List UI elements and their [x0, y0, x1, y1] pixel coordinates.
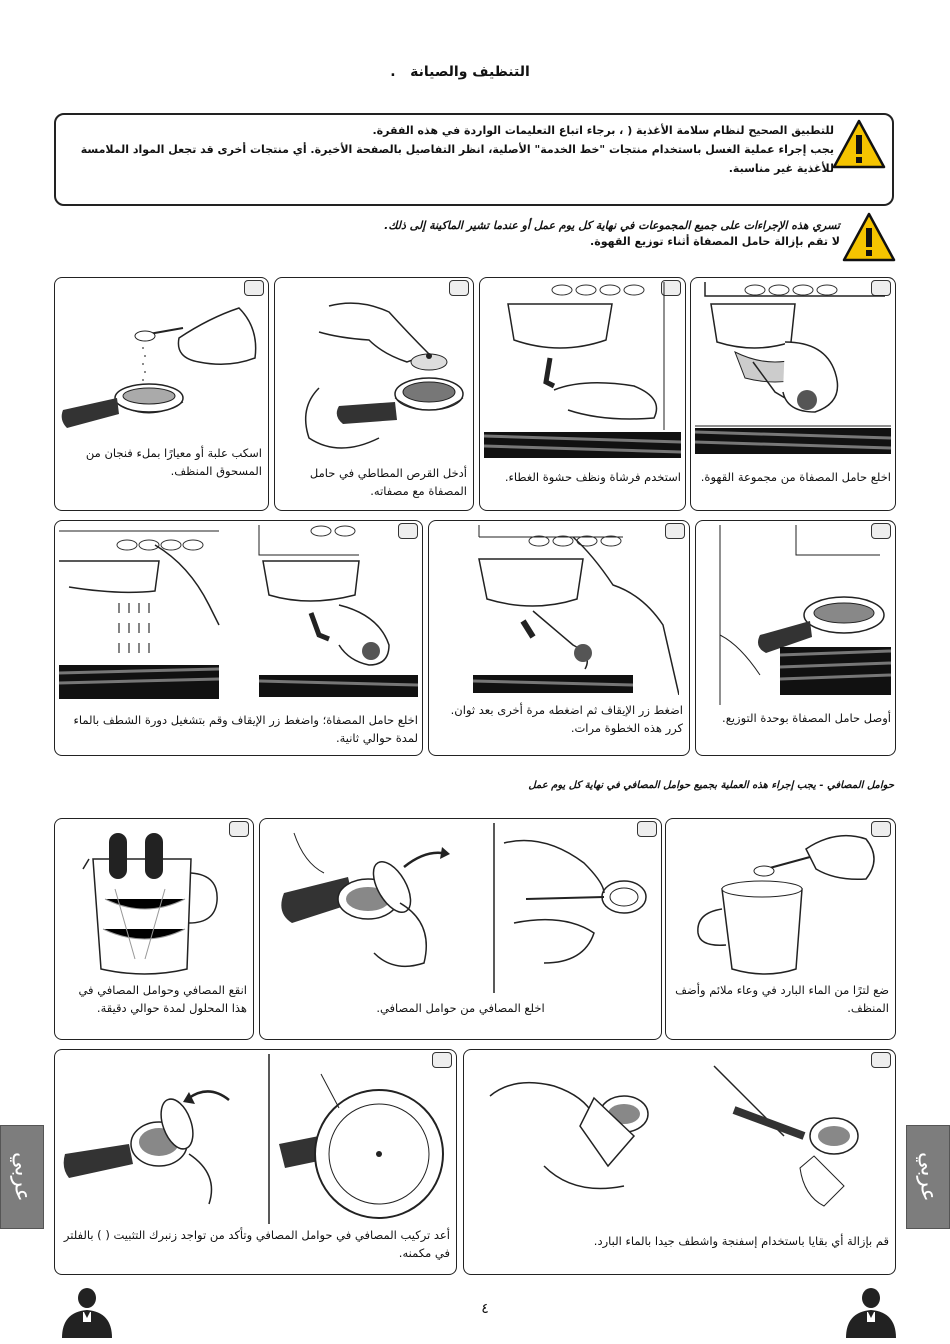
step-caption: قم بإزالة أي بقايا باستخدام إسفنجة واشطف جيدا بالماء البارد.	[593, 1234, 889, 1248]
sponge-rinse-illustration	[484, 1056, 884, 1226]
step-caption: انقع المصافي وحوامل المصافي في هذا المحلول لمدة حوالي دقيقة.	[78, 983, 247, 1015]
page-title	[380, 64, 540, 80]
insert-rubber-disc-illustration	[279, 298, 469, 464]
warning-icon	[832, 119, 886, 169]
prepare-solution-illustration	[686, 829, 886, 979]
step-panel	[690, 277, 896, 511]
remove-filter-holder-illustration	[695, 282, 891, 468]
step-panel	[54, 1049, 457, 1275]
side-tab-text: عربي	[915, 1152, 941, 1202]
step-caption: ضع لترًا من الماء البارد في وعاء ملائم وأضف المنظف.	[675, 983, 889, 1015]
rinse-cycle-illustration	[59, 525, 418, 705]
page-number: ٤	[481, 1301, 489, 1317]
soak-filters-illustration	[75, 829, 225, 979]
step-caption: أوصل حامل المصفاة بوحدة التوزيع.	[722, 711, 891, 725]
step-caption: اضغط زر الإيقاف ثم اضغطه مرة أخرى بعد ثوان. كرر هذه الخطوة مرات.	[450, 703, 683, 735]
step-checkbox	[244, 280, 264, 296]
step-checkbox	[449, 280, 469, 296]
warning-icon	[842, 212, 896, 262]
barista-icon	[58, 1288, 116, 1338]
warning-text	[200, 218, 840, 250]
notice-line-1: للتطبيق الصحيح لنظام سلامة الأغذية ( ، برجاء اتباع التعليمات الواردة في هذه الفقرة.	[372, 124, 834, 137]
step-panel	[274, 277, 474, 511]
step-panel	[463, 1049, 896, 1275]
step-panel	[54, 818, 254, 1040]
side-tab-text: عربي	[9, 1152, 35, 1202]
section-heading: حوامل المصافي - يجب إجراء هذه العملية بجميع حوامل المصافي في نهاية كل يوم عمل	[528, 780, 894, 791]
notice-box	[54, 113, 894, 206]
barista-icon	[842, 1288, 900, 1338]
warning-line-1: تسري هذه الإجراءات على جميع المجموعات في نهاية كل يوم عمل أو عندما تشير الماكينة إلى ذلك.	[384, 219, 840, 232]
step-caption: أدخل القرص المطاطي في حامل المصفاة مع مصفاته.	[309, 466, 467, 498]
step-panel	[428, 520, 690, 756]
warning-line-2: لا تقم بإزالة حامل المصفاة أثناء توزيع القهوة.	[590, 235, 840, 248]
page-title-suffix: .	[390, 64, 396, 80]
step-panel	[665, 818, 896, 1040]
step-panel	[54, 520, 423, 756]
step-checkbox	[229, 821, 249, 837]
press-stop-button-illustration	[473, 525, 679, 695]
step-panel	[54, 277, 269, 511]
step-panel	[259, 818, 662, 1040]
pour-detergent-illustration	[59, 298, 264, 444]
reassemble-filter-illustration	[59, 1054, 454, 1224]
step-caption: اخلع المصافي من حوامل المصافي.	[376, 1001, 545, 1015]
step-panel	[695, 520, 896, 756]
step-caption: اخلع حامل المصفاة من مجموعة القهوة.	[700, 470, 891, 484]
step-caption: اخلع حامل المصفاة؛ واضغط زر الإيقاف وقم بتشغيل دورة الشطف بالماء لمدة حوالي ثانية.	[73, 713, 418, 745]
attach-filter-holder-illustration	[700, 525, 891, 705]
notice-text	[66, 121, 834, 178]
brush-gasket-illustration	[484, 282, 681, 468]
step-caption: استخدم فرشاة ونظف حشوة الغطاء.	[504, 470, 681, 484]
remove-filter-illustration	[264, 823, 659, 993]
page-title-text: التنظيف والصيانة	[410, 64, 530, 80]
language-side-tab-left	[0, 1125, 44, 1229]
language-side-tab-right	[906, 1125, 950, 1229]
step-panel	[479, 277, 686, 511]
step-caption: اسكب علبة أو معيارًا بملء فنجان من المسحوق المنظف.	[85, 446, 262, 478]
step-caption: أعد تركيب المصافي في حوامل المصافي وتأكد من تواجد زنبرك التثبيت ( ) بالفلتر في مكمنه.	[63, 1228, 450, 1260]
notice-line-2: يجب إجراء عملية الغسل باستخدام منتجات "خط الخدمة" الأصلية، انظر التفاصيل بالصفحة الأخيرة. أي منتجات أخرى قد تجعل المواد الملامسة للأغذية غير مناسبة.	[80, 143, 834, 175]
